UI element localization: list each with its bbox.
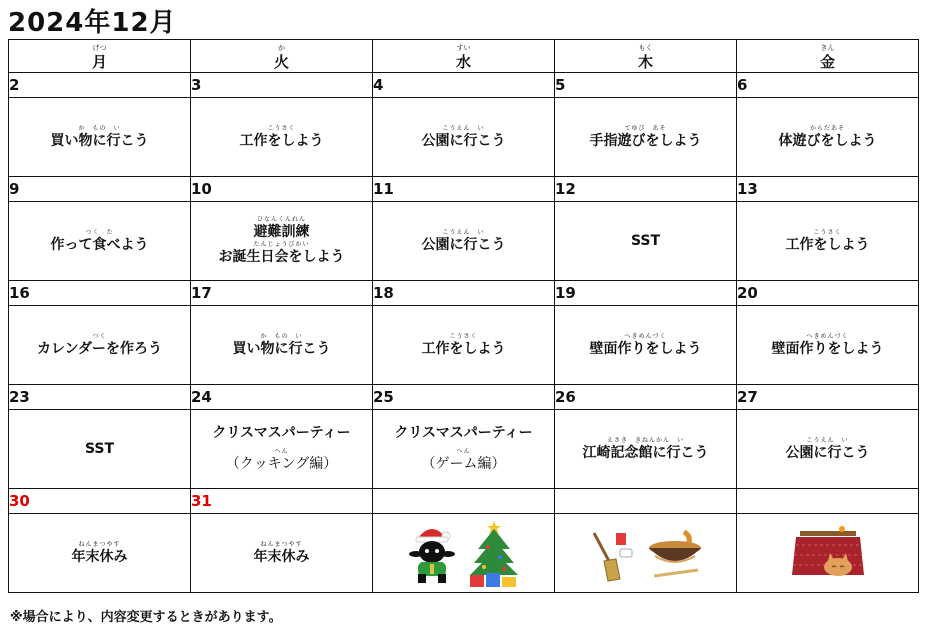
activity-cell: つく カレンダーを作ろう bbox=[9, 306, 191, 385]
activity-row bbox=[9, 202, 919, 281]
cleaning-broom-illustration bbox=[586, 523, 636, 583]
notice-text: ※場合により、内容変更するときがあります。 bbox=[10, 610, 282, 625]
date-number: 23 bbox=[9, 385, 191, 410]
date-number: 2 bbox=[9, 73, 191, 98]
date-row bbox=[9, 489, 919, 514]
activity-cell: へきめんづく 壁面作りをしよう bbox=[555, 306, 737, 385]
activity-cell: SST bbox=[9, 410, 191, 489]
date-number: 25 bbox=[373, 385, 555, 410]
date-number bbox=[555, 489, 737, 514]
date-number: 5 bbox=[555, 73, 737, 98]
activity-cell: こうさく 工作をしよう bbox=[373, 306, 555, 385]
activity-row bbox=[9, 514, 919, 593]
date-number: 26 bbox=[555, 385, 737, 410]
date-number: 12 bbox=[555, 177, 737, 202]
date-number: 24 bbox=[191, 385, 373, 410]
activity-cell: こうさく 工作をしよう bbox=[191, 98, 373, 177]
date-number: 13 bbox=[737, 177, 919, 202]
date-number: 27 bbox=[737, 385, 919, 410]
activity-cell: えさき きねんかん い 江崎記念館に行こう bbox=[555, 410, 737, 489]
weekday-wed: すい 水 bbox=[373, 40, 555, 73]
date-row bbox=[9, 73, 919, 98]
activity-cell: SST bbox=[555, 202, 737, 281]
activity-cell: クリスマスパーティー へん （クッキング編） bbox=[191, 410, 373, 489]
soba-noodles-illustration bbox=[644, 526, 706, 580]
page-title: 2024年12月 bbox=[8, 8, 177, 38]
date-number: 19 bbox=[555, 281, 737, 306]
date-number: 31 bbox=[191, 489, 373, 514]
activity-cell: ひなんくんれん 避難訓練 たんじょうびかい お誕生日会をしよう bbox=[191, 202, 373, 281]
weekday-fri: きん 金 bbox=[737, 40, 919, 73]
activity-cell: こうえん い 公園に行こう bbox=[737, 410, 919, 489]
date-number: 20 bbox=[737, 281, 919, 306]
weekday-mon: げつ 月 bbox=[9, 40, 191, 73]
date-number: 9 bbox=[9, 177, 191, 202]
date-number: 10 bbox=[191, 177, 373, 202]
kotatsu-cat-illustration bbox=[790, 525, 866, 581]
date-number: 3 bbox=[191, 73, 373, 98]
activity-cell: か もの い 買い物に行こう bbox=[191, 306, 373, 385]
activity-cell: へきめんづく 壁面作りをしよう bbox=[737, 306, 919, 385]
santa-sheep-illustration bbox=[406, 522, 458, 584]
kotatsu-illustration-cell bbox=[737, 514, 919, 593]
date-number: 4 bbox=[373, 73, 555, 98]
activity-cell: ねんまつやす 年末休み bbox=[191, 514, 373, 593]
activity-cell: こうえん い 公園に行こう bbox=[373, 98, 555, 177]
activity-row bbox=[9, 306, 919, 385]
weekday-tue: か 火 bbox=[191, 40, 373, 73]
date-number: 30 bbox=[9, 489, 191, 514]
date-number: 18 bbox=[373, 281, 555, 306]
activity-cell: ねんまつやす 年末休み bbox=[9, 514, 191, 593]
christmas-tree-illustration bbox=[466, 517, 522, 589]
date-number: 17 bbox=[191, 281, 373, 306]
date-number bbox=[373, 489, 555, 514]
date-number: 6 bbox=[737, 73, 919, 98]
activity-cell: か もの い 買い物に行こう bbox=[9, 98, 191, 177]
date-row bbox=[9, 177, 919, 202]
date-number: 11 bbox=[373, 177, 555, 202]
activity-cell: からだあそ 体遊びをしよう bbox=[737, 98, 919, 177]
weekday-header-row bbox=[9, 40, 919, 73]
date-number: 16 bbox=[9, 281, 191, 306]
date-number bbox=[737, 489, 919, 514]
christmas-illustration-cell bbox=[373, 514, 555, 593]
calendar-table bbox=[8, 39, 919, 593]
activity-cell: クリスマスパーティー へん （ゲーム編） bbox=[373, 410, 555, 489]
activity-cell: こうえん い 公園に行こう bbox=[373, 202, 555, 281]
activity-cell: てゆび あそ 手指遊びをしよう bbox=[555, 98, 737, 177]
weekday-thu: もく 木 bbox=[555, 40, 737, 73]
date-row bbox=[9, 385, 919, 410]
activity-row bbox=[9, 410, 919, 489]
date-row bbox=[9, 281, 919, 306]
activity-cell: こうさく 工作をしよう bbox=[737, 202, 919, 281]
new-year-illustration-cell bbox=[555, 514, 737, 593]
activity-row bbox=[9, 98, 919, 177]
activity-cell: つく た 作って食べよう bbox=[9, 202, 191, 281]
